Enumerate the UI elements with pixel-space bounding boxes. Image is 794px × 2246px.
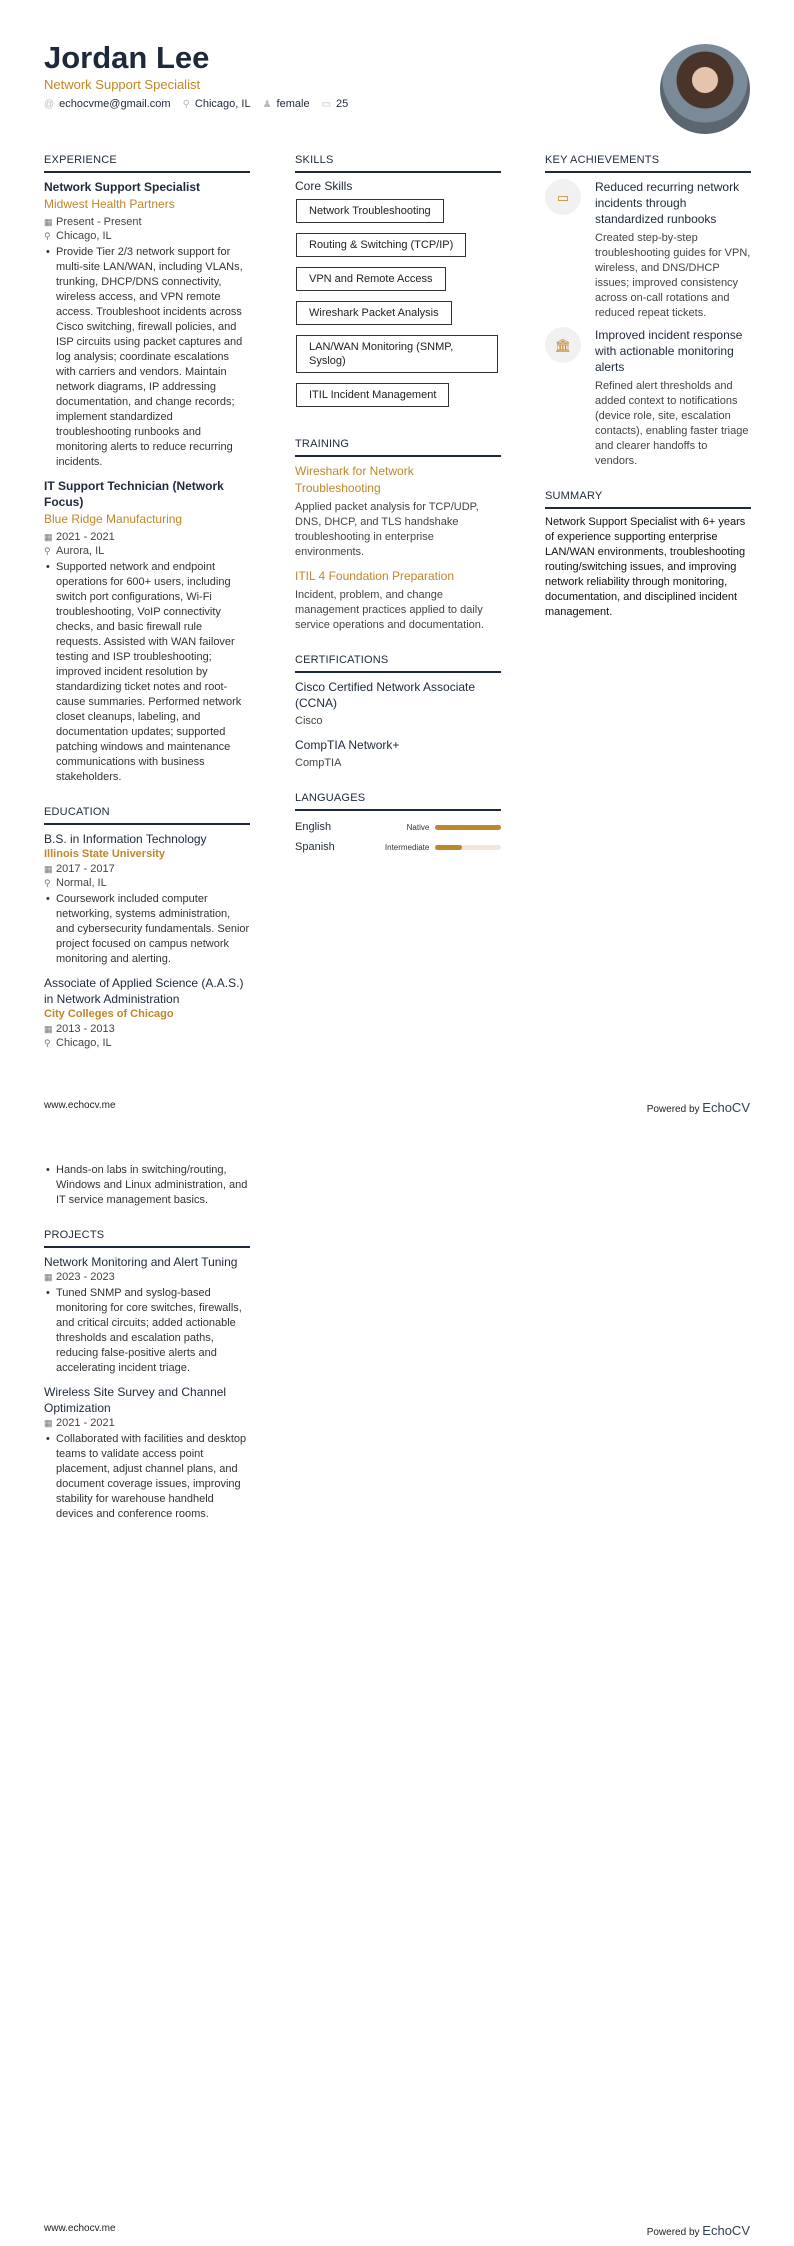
project-title: Wireless Site Survey and Channel Optimization xyxy=(44,1385,227,1415)
training-title: Wireshark for Network Troubleshooting xyxy=(295,464,414,495)
dates: 2023 - 2023 xyxy=(56,1271,115,1283)
bullet: • Coursework included computer networking, systems administration, and cybersecurity fundamentals. Senior project focused on campus network monitoring and alerting. xyxy=(44,892,250,967)
section-heading: EXPERIENCE xyxy=(44,153,250,173)
middle-column xyxy=(295,153,501,877)
footer xyxy=(44,1100,750,1115)
language-level: Intermediate xyxy=(384,842,430,852)
section-heading: TRAINING xyxy=(295,437,501,457)
bullet: • Provide Tier 2/3 network support for multi-site LAN/WAN, including VLANs, trunking, DHCP/DNS connectivity, wireless access, and VPN remote access. Troubleshoot incidents across Cisco switching, firewall policies, and ISP circuits using packet captures and log analysis; coordinate escalations with carriers and vendors. Maintain network diagrams, IP addressing documentation, and change records; implement standardized troubleshooting runbooks and monitoring alerts to reduce recurring incidents. xyxy=(44,245,250,470)
section-heading: PROJECTS xyxy=(44,1228,250,1248)
location: Chicago, IL xyxy=(56,1037,112,1049)
achievement-item xyxy=(545,179,751,321)
location-icon: ⚲ xyxy=(44,878,51,888)
education-section xyxy=(44,805,250,1050)
location-icon: ⚲ xyxy=(44,231,51,241)
skill-group-title: Core Skills xyxy=(295,179,353,193)
section-heading: CERTIFICATIONS xyxy=(295,653,501,673)
proficiency-fill xyxy=(435,845,461,850)
resume-page-2 xyxy=(0,1123,794,2246)
language-name: English xyxy=(295,820,332,833)
cert-issuer: CompTIA xyxy=(295,757,342,769)
location: Chicago, IL xyxy=(194,98,251,110)
website-link[interactable]: www.echocv.me xyxy=(44,2223,116,2234)
location-icon: ⚲ xyxy=(44,546,51,556)
section-heading: LANGUAGES xyxy=(295,791,501,811)
education-item xyxy=(44,831,250,967)
experience-section xyxy=(44,153,250,785)
bullet: • Collaborated with facilities and desktop teams to validate access point placement, adjust channel plans, and document coverage issues, improving stability for warehouse handheld devices and conference rooms. xyxy=(44,1432,250,1522)
location: Normal, IL xyxy=(56,877,107,889)
age: 25 xyxy=(336,98,349,110)
candidate-name: Jordan Lee xyxy=(44,40,210,75)
job-title: IT Support Technician (Network Focus) xyxy=(44,479,224,509)
section-heading: EDUCATION xyxy=(44,805,250,825)
brand-logo: EchoCV xyxy=(702,2223,750,2238)
bank-icon: 🏛 xyxy=(545,327,581,363)
proficiency-fill xyxy=(435,825,501,830)
bullet: • Tuned SNMP and syslog-based monitoring for core switches, firewalls, and critical circuits; added actionable thresholds and escalation paths, reducing false-positive alerts and accelerating incident triage. xyxy=(44,1286,250,1376)
achievement-item xyxy=(545,327,751,469)
section-heading: SUMMARY xyxy=(545,489,751,509)
cert-name: CompTIA Network+ xyxy=(295,738,400,752)
calendar-icon: ▦ xyxy=(44,532,53,542)
location-icon: ⚲ xyxy=(44,1038,51,1048)
dates: Present - Present xyxy=(56,216,142,228)
summary-text: Network Support Specialist with 6+ years of experience supporting enterprise LAN/WAN environments, troubleshooting routing/switching issues, and improving network reliability through monitoring, documentation, and disciplined incident management. xyxy=(545,516,746,618)
training-title: ITIL 4 Foundation Preparation xyxy=(295,569,454,583)
calendar-icon: ▦ xyxy=(44,1024,53,1034)
projects-section xyxy=(44,1228,250,1522)
skill-tag: Routing & Switching (TCP/IP) xyxy=(296,233,466,257)
cert-issuer: Cisco xyxy=(295,715,323,727)
dates: 2021 - 2021 xyxy=(56,1417,115,1429)
company: Midwest Health Partners xyxy=(44,197,175,211)
left-column xyxy=(44,153,250,1070)
achievement-desc: Created step-by-step troubleshooting guides for VPN, wireless, and DNS/DHCP issues; improved consistency across on-call rotations and reduced repeat tickets. xyxy=(595,232,751,319)
experience-item xyxy=(44,478,250,785)
candidate-title: Network Support Specialist xyxy=(44,77,201,92)
company: Blue Ridge Manufacturing xyxy=(44,512,183,526)
training-section xyxy=(295,437,501,633)
achievement-title: Reduced recurring network incidents through standardized runbooks xyxy=(595,180,740,226)
experience-item xyxy=(44,179,250,470)
skill-tag: ITIL Incident Management xyxy=(296,383,449,407)
powered-by: Powered by xyxy=(646,1104,700,1115)
summary-section xyxy=(545,489,751,620)
language-name: Spanish xyxy=(295,840,335,853)
language-row xyxy=(295,837,501,857)
left-column xyxy=(44,1161,250,1542)
email-icon: @ xyxy=(44,99,55,110)
website-link[interactable]: www.echocv.me xyxy=(44,1100,116,1111)
calendar-icon: ▦ xyxy=(44,217,53,227)
project-item xyxy=(44,1254,250,1376)
dates: 2021 - 2021 xyxy=(56,531,115,543)
location: Aurora, IL xyxy=(56,545,105,557)
school: Illinois State University xyxy=(44,848,166,860)
skill-tag: Network Troubleshooting xyxy=(296,199,444,223)
project-item xyxy=(44,1384,250,1522)
calendar-icon: ▦ xyxy=(44,1272,53,1282)
language-level: Native xyxy=(406,822,430,832)
school: City Colleges of Chicago xyxy=(44,1008,174,1020)
project-title: Network Monitoring and Alert Tuning xyxy=(44,1255,238,1269)
brand-logo: EchoCV xyxy=(702,1100,750,1115)
email: echocvme@gmail.com xyxy=(59,98,171,110)
section-heading: SKILLS xyxy=(295,153,501,173)
skill-tag: Wireshark Packet Analysis xyxy=(296,301,452,325)
profile-photo xyxy=(660,44,750,134)
section-heading: KEY ACHIEVEMENTS xyxy=(545,153,751,173)
dates: 2013 - 2013 xyxy=(56,1023,115,1035)
language-row xyxy=(295,817,501,837)
right-column xyxy=(545,153,751,640)
location-icon: ⚲ xyxy=(182,99,190,110)
skill-tag: VPN and Remote Access xyxy=(296,267,446,291)
certifications-section xyxy=(295,653,501,771)
training-desc: Applied packet analysis for TCP/UDP, DNS, DHCP, and TLS handshake troubleshooting in enterprise environments. xyxy=(295,501,479,558)
skill-tag: LAN/WAN Monitoring (SNMP, Syslog) xyxy=(296,335,498,373)
location: Chicago, IL xyxy=(56,230,112,242)
dates: 2017 - 2017 xyxy=(56,863,115,875)
skills-section xyxy=(295,153,501,417)
degree: B.S. in Information Technology xyxy=(44,832,207,846)
calendar-icon: ▭ xyxy=(321,99,332,110)
education-item xyxy=(44,975,250,1050)
job-title: Network Support Specialist xyxy=(44,180,201,194)
powered-by: Powered by xyxy=(646,2227,700,2238)
calendar-icon: ▦ xyxy=(44,864,53,874)
training-desc: Incident, problem, and change management practices applied to daily service operations and documentation. xyxy=(295,589,484,631)
bullet: • Supported network and endpoint operations for 600+ users, including switch port configurations, Wi-Fi troubleshooting, VoIP connectivity checks, and basic firewall rule requests. Assisted with WAN failover testing and ISP troubleshooting; improved incident resolution by standardizing ticket notes and root-cause summaries. Performed network closet cleanups, labeling, and documentation updates; supported patching windows and maintenance communications with business stakeholders. xyxy=(44,560,250,785)
proficiency-bar xyxy=(435,825,501,830)
gender: female xyxy=(276,98,310,110)
proficiency-bar xyxy=(435,845,501,850)
footer xyxy=(44,2223,750,2238)
degree: Associate of Applied Science (A.A.S.) in Network Administration xyxy=(44,976,244,1006)
calendar-icon: ▭ xyxy=(545,179,581,215)
calendar-icon: ▦ xyxy=(44,1418,53,1428)
person-icon: ♟ xyxy=(262,99,272,110)
achievement-desc: Refined alert thresholds and added context to notifications (device role, site, escalation contacts), enabling faster triage and clearer handoffs to vendors. xyxy=(595,380,749,467)
languages-section xyxy=(295,791,501,857)
achievement-title: Improved incident response with actionable monitoring alerts xyxy=(595,328,743,374)
cert-name: Cisco Certified Network Associate (CCNA) xyxy=(295,680,476,710)
achievements-section xyxy=(545,153,751,469)
bullet: • Hands-on labs in switching/routing, Windows and Linux administration, and IT service management basics. xyxy=(44,1163,250,1208)
contact-info xyxy=(44,98,348,110)
